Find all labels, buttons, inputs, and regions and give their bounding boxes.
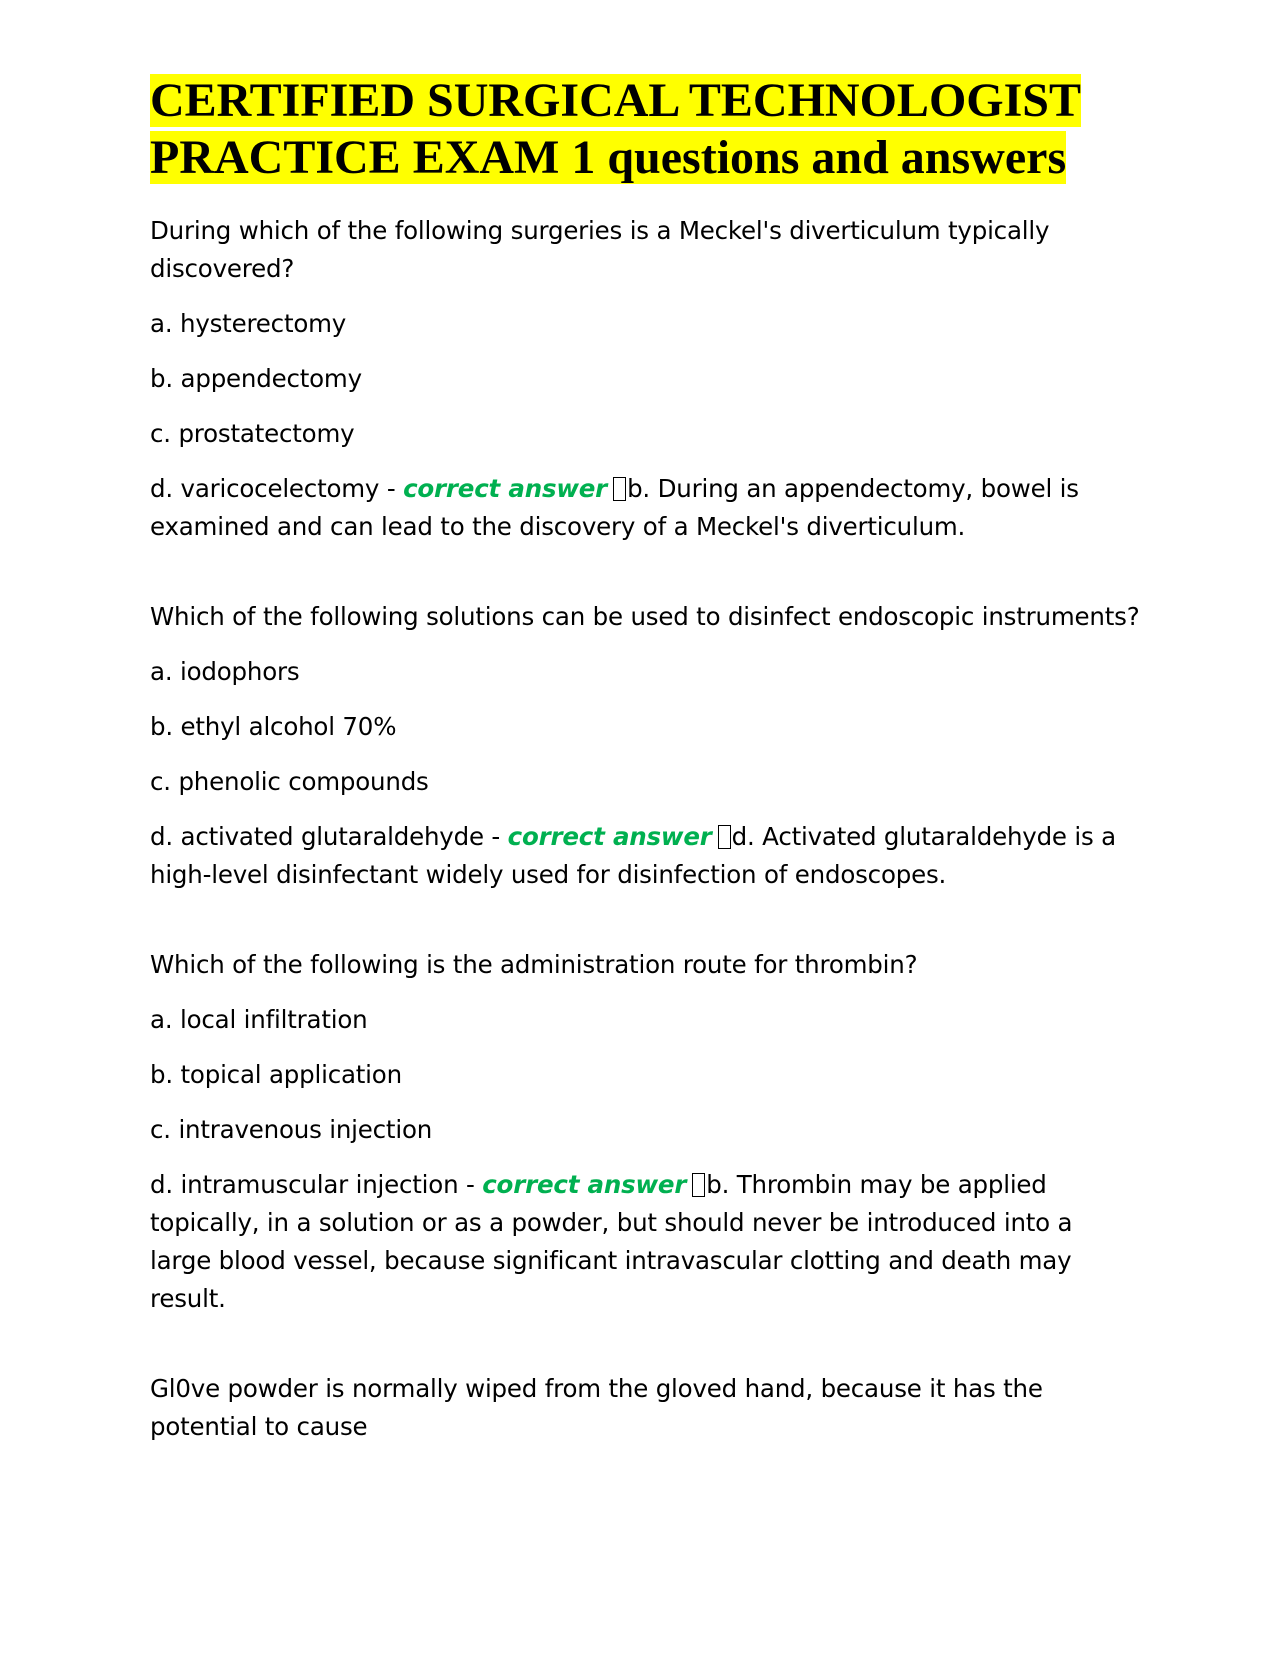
question-4 bbox=[150, 1370, 1140, 1446]
answer-option-b: b. ethyl alcohol 70% bbox=[150, 712, 397, 741]
question-2 bbox=[150, 598, 1140, 894]
answer-option-d: d. activated glutaraldehyde - bbox=[150, 822, 508, 851]
answer-option-c: c. intravenous injection bbox=[150, 1115, 433, 1144]
missing-glyph-icon bbox=[692, 1173, 705, 1197]
question-3 bbox=[150, 946, 1140, 1318]
answer-option-d-with-explanation bbox=[150, 818, 1140, 894]
answer-option-d: d. varicocelectomy - bbox=[150, 474, 404, 503]
answer-option-c: c. phenolic compounds bbox=[150, 767, 429, 796]
title-line-1: CERTIFIED SURGICAL TECHNOLOGIST bbox=[150, 74, 1082, 127]
correct-answer-label: correct answer bbox=[507, 822, 712, 851]
question-prompt: During which of the following surgeries is a Meckel's diverticulum typically discovered? bbox=[150, 216, 1050, 283]
answer-option-c: c. prostatectomy bbox=[150, 419, 355, 448]
missing-glyph-icon bbox=[613, 477, 626, 501]
answer-option-a: a. iodophors bbox=[150, 657, 300, 686]
document-page bbox=[150, 72, 1140, 1498]
question-prompt: Which of the following solutions can be used to disinfect endoscopic instruments? bbox=[150, 602, 1140, 631]
answer-option-d: d. intramuscular injection - bbox=[150, 1170, 483, 1199]
answer-explanation: b. During an appendectomy, bowel is examined and can lead to the discovery of a Meckel's diverticulum. bbox=[150, 474, 1079, 541]
answer-option-b: b. topical application bbox=[150, 1060, 402, 1089]
question-1 bbox=[150, 212, 1140, 546]
answer-option-d-with-explanation bbox=[150, 470, 1140, 546]
answer-option-b: b. appendectomy bbox=[150, 364, 362, 393]
correct-answer-label: correct answer bbox=[403, 474, 608, 503]
missing-glyph-icon bbox=[718, 825, 731, 849]
answer-option-a: a. local infiltration bbox=[150, 1005, 368, 1034]
answer-explanation: d. Activated glutaraldehyde is a high-level disinfectant widely used for disinfection of endoscopes. bbox=[150, 822, 1116, 889]
question-prompt: Gl0ve powder is normally wiped from the gloved hand, because it has the potential to cause bbox=[150, 1374, 1043, 1441]
answer-option-d-with-explanation bbox=[150, 1166, 1140, 1318]
answer-explanation: b. Thrombin may be applied topically, in a solution or as a powder, but should never be introduced into a large blood vessel, because significant intravascular clotting and death may result. bbox=[150, 1170, 1073, 1313]
title-line-2: PRACTICE EXAM 1 questions and answers bbox=[150, 131, 1067, 184]
document-title bbox=[150, 72, 1140, 186]
question-prompt: Which of the following is the administration route for thrombin? bbox=[150, 950, 918, 979]
correct-answer-label: correct answer bbox=[482, 1170, 687, 1199]
answer-option-a: a. hysterectomy bbox=[150, 309, 347, 338]
